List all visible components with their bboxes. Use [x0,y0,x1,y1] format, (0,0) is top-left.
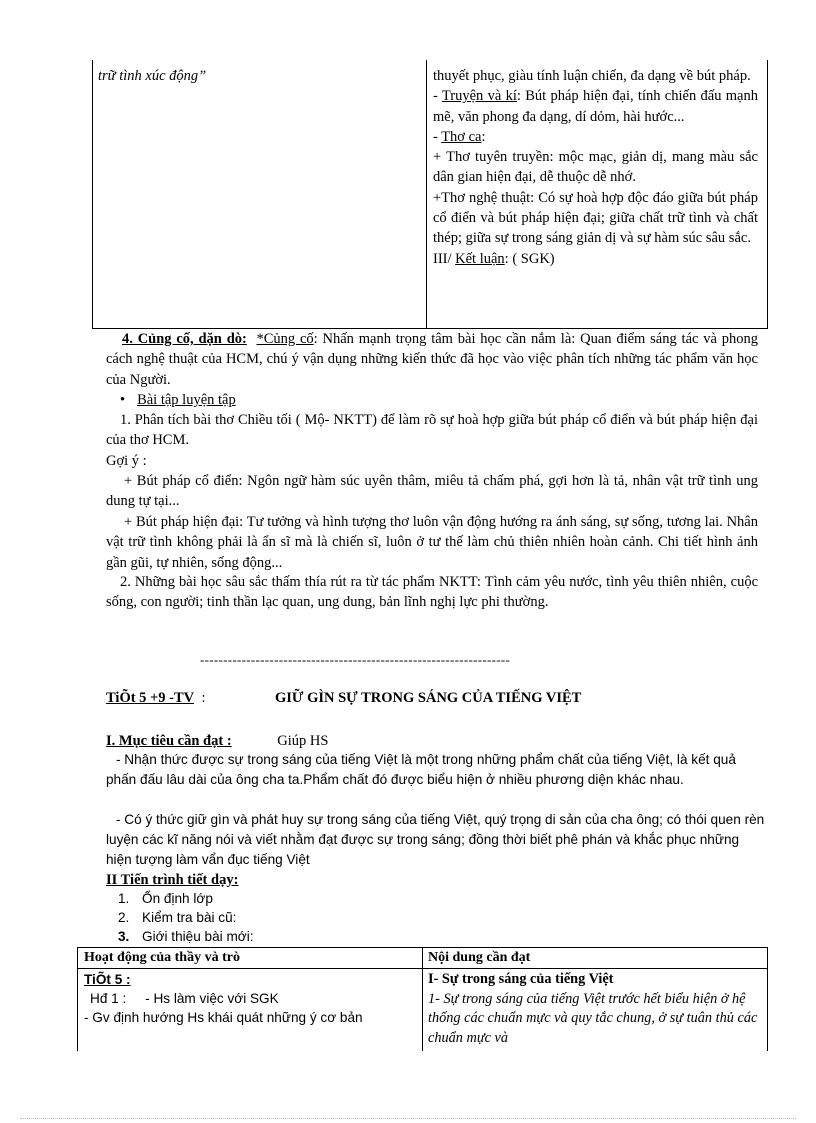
ket-luan-text: : ( SGK) [504,250,555,267]
bai-tap-q1: 1. Phân tích bài thơ Chiều tối ( Mộ- NKTT) để làm rõ sự hoà hợp giữa bút pháp cổ điển và bút pháp hiện đại của thơ HCM. [106,412,758,449]
table-divider [422,948,423,1051]
giup-hs: Giúp HS [277,733,329,749]
goi-y-label: Gợi ý : [106,453,147,469]
bullet-icon: • [120,392,126,408]
tien-trinh-heading: II Tiến trình tiết dạy: [106,872,239,888]
right-cell [433,66,758,269]
ket-luan-prefix: III/ [433,250,452,267]
right-cell-intro: thuyết phục, giàu tính luận chiến, đa dạng về bút pháp. [433,68,751,84]
ket-luan-label: Kết luận [455,250,505,267]
truyen-ki-text: : Bút pháp hiện đại, tính chiến đấu mạnh mẽ, văn phong đa dạng, dí dỏm, hài hước... [433,88,758,125]
truyen-ki-paragraph: - Truyện và kí: Bút pháp hiện đại, tính chiến đấu mạnh mẽ, văn phong đa dạng, dí dỏm, hài hước... [433,88,758,125]
left-cell [84,970,416,1027]
lesson-code: TiÕt 5 +9 -TV [106,690,194,706]
gv-text: - Gv định hướng Hs khái quát những ý cơ bản [84,1010,363,1025]
lesson-heading [106,690,206,707]
table-header-rule [78,968,767,969]
co-dien-text: + Bút pháp cổ điển: Ngôn ngữ hàm súc uyên thâm, miêu tả chấm phá, gợi hơn là tả, nhân vật trữ tình ung dung tự tại... [106,473,758,510]
cung-co-heading: 4. Củng cố, dặn dò: [122,331,247,347]
separator-line: ------------------------------------------------------------------- [200,652,511,667]
list-item: 2. Kiểm tra bài cũ: [118,910,237,925]
muc-tieu-p2: - Có ý thức giữ gìn và phát huy sự trong sáng của tiếng Việt, quý trọng di sản của cha ông; có thói quen rèn luyện các kĩ năng nói và viết nhằm đạt được sự trong sáng; đồng thời biết phê phán và khắc phục những hiện tượng làm vẩn đục tiếng Việt [106,812,765,867]
continuation-table [92,60,768,329]
cung-co-sublabel: *Củng cố [256,331,314,347]
muc-tieu-label: I. Mục tiêu cần đạt : [106,733,232,749]
lesson-title: GIỮ GÌN SỰ TRONG SÁNG CỦA TIẾNG VIỆT [275,690,582,706]
right-title: I- Sự trong sáng của tiếng Việt [428,971,614,987]
tho-ca-label: Thơ ca [441,128,482,145]
header-left: Hoạt động của thầy và trò [84,950,240,965]
list-item: 3. Giới thiệu bài mới: [118,929,254,944]
truyen-ki-label: Truyện và kí [441,88,517,105]
table-divider [426,60,427,328]
bai-tap-heading [120,390,236,410]
left-cell-text: trữ tình xúc động” [98,68,207,84]
bai-tap-q2: 2. Những bài học sâu sắc thấm thía rút ra từ tác phẩm NKTT: Tình cảm yêu nước, tình yêu thiên nhiên, cuộc sống, con người; tinh thần lạc quan, ung dung, bản lĩnh nghị lực phi thường. [106,574,758,611]
cung-co-text: : Nhấn mạnh trọng tâm bài học cần nắm là: Quan điểm sáng tác và phong cách nghệ thuật của HCM, chú ý vận dụng những kiến thức đã học vào việc phân tích những tác phẩm văn học của Người. [106,331,759,388]
muc-tieu-p1: - Nhận thức được sự trong sáng của tiếng Việt là một trong những phẩm chất của tiếng Việt, là kết quả phấn đấu lâu dài của ông cha ta.Phẩm chất đó được biểu hiện ở nhiều phương diện khác nhau. [106,752,736,787]
hien-dai-text: + Bút pháp hiện đại: Tư tưởng và hình tượng thơ luôn vận động hướng ra ánh sáng, sự sống, tương lai. Nhân vật trữ tình không phải là ẩn sĩ mà là chiến sĩ, luôn ở tư thế làm chủ thiên nhiên hoàn cảnh. Chi tiết hình ảnh gần gũi, tự nhiên, sống động... [106,514,758,571]
tho-tuyen-truyen: + Thơ tuyên truyền: mộc mạc, giản dị, mang màu sắc dân gian hiện đại, dễ thuộc dễ nhớ. [433,149,758,186]
right-cell [428,970,762,1048]
activity-table [77,947,768,1051]
page-bottom-rule [20,1118,796,1119]
lesson-colon: : [201,690,206,706]
tho-ca-heading: - Thơ ca: [433,128,486,145]
cung-co-paragraph [106,329,758,390]
ket-luan [433,249,758,269]
header-right: Nội dung cần đạt [428,950,531,965]
bai-tap-title: Bài tập luyện tập [137,392,236,408]
tien-trinh-list [118,889,254,946]
tho-nghe-thuat: +Thơ nghệ thuật: Có sự hoà hợp độc đáo giữa bút pháp cổ điển và bút pháp hiện đại; giữa chất trữ tình và chất thép; giữa sự trong sáng giản dị và sự hàm súc sâu sắc. [433,189,758,247]
hd1-text: Hđ 1 : - Hs làm việc với SGK [90,991,279,1006]
tiet-label: TiÕt 5 : [84,972,131,987]
muc-tieu-heading [106,731,328,751]
right-text: 1- Sự trong sáng của tiếng Việt trước hết biểu hiện ở hệ thống các chuẩn mực và quy tắc chung, ở sự tuân thủ các chuẩn mực và [428,990,758,1046]
list-item: 1. Ổn định lớp [118,891,213,906]
